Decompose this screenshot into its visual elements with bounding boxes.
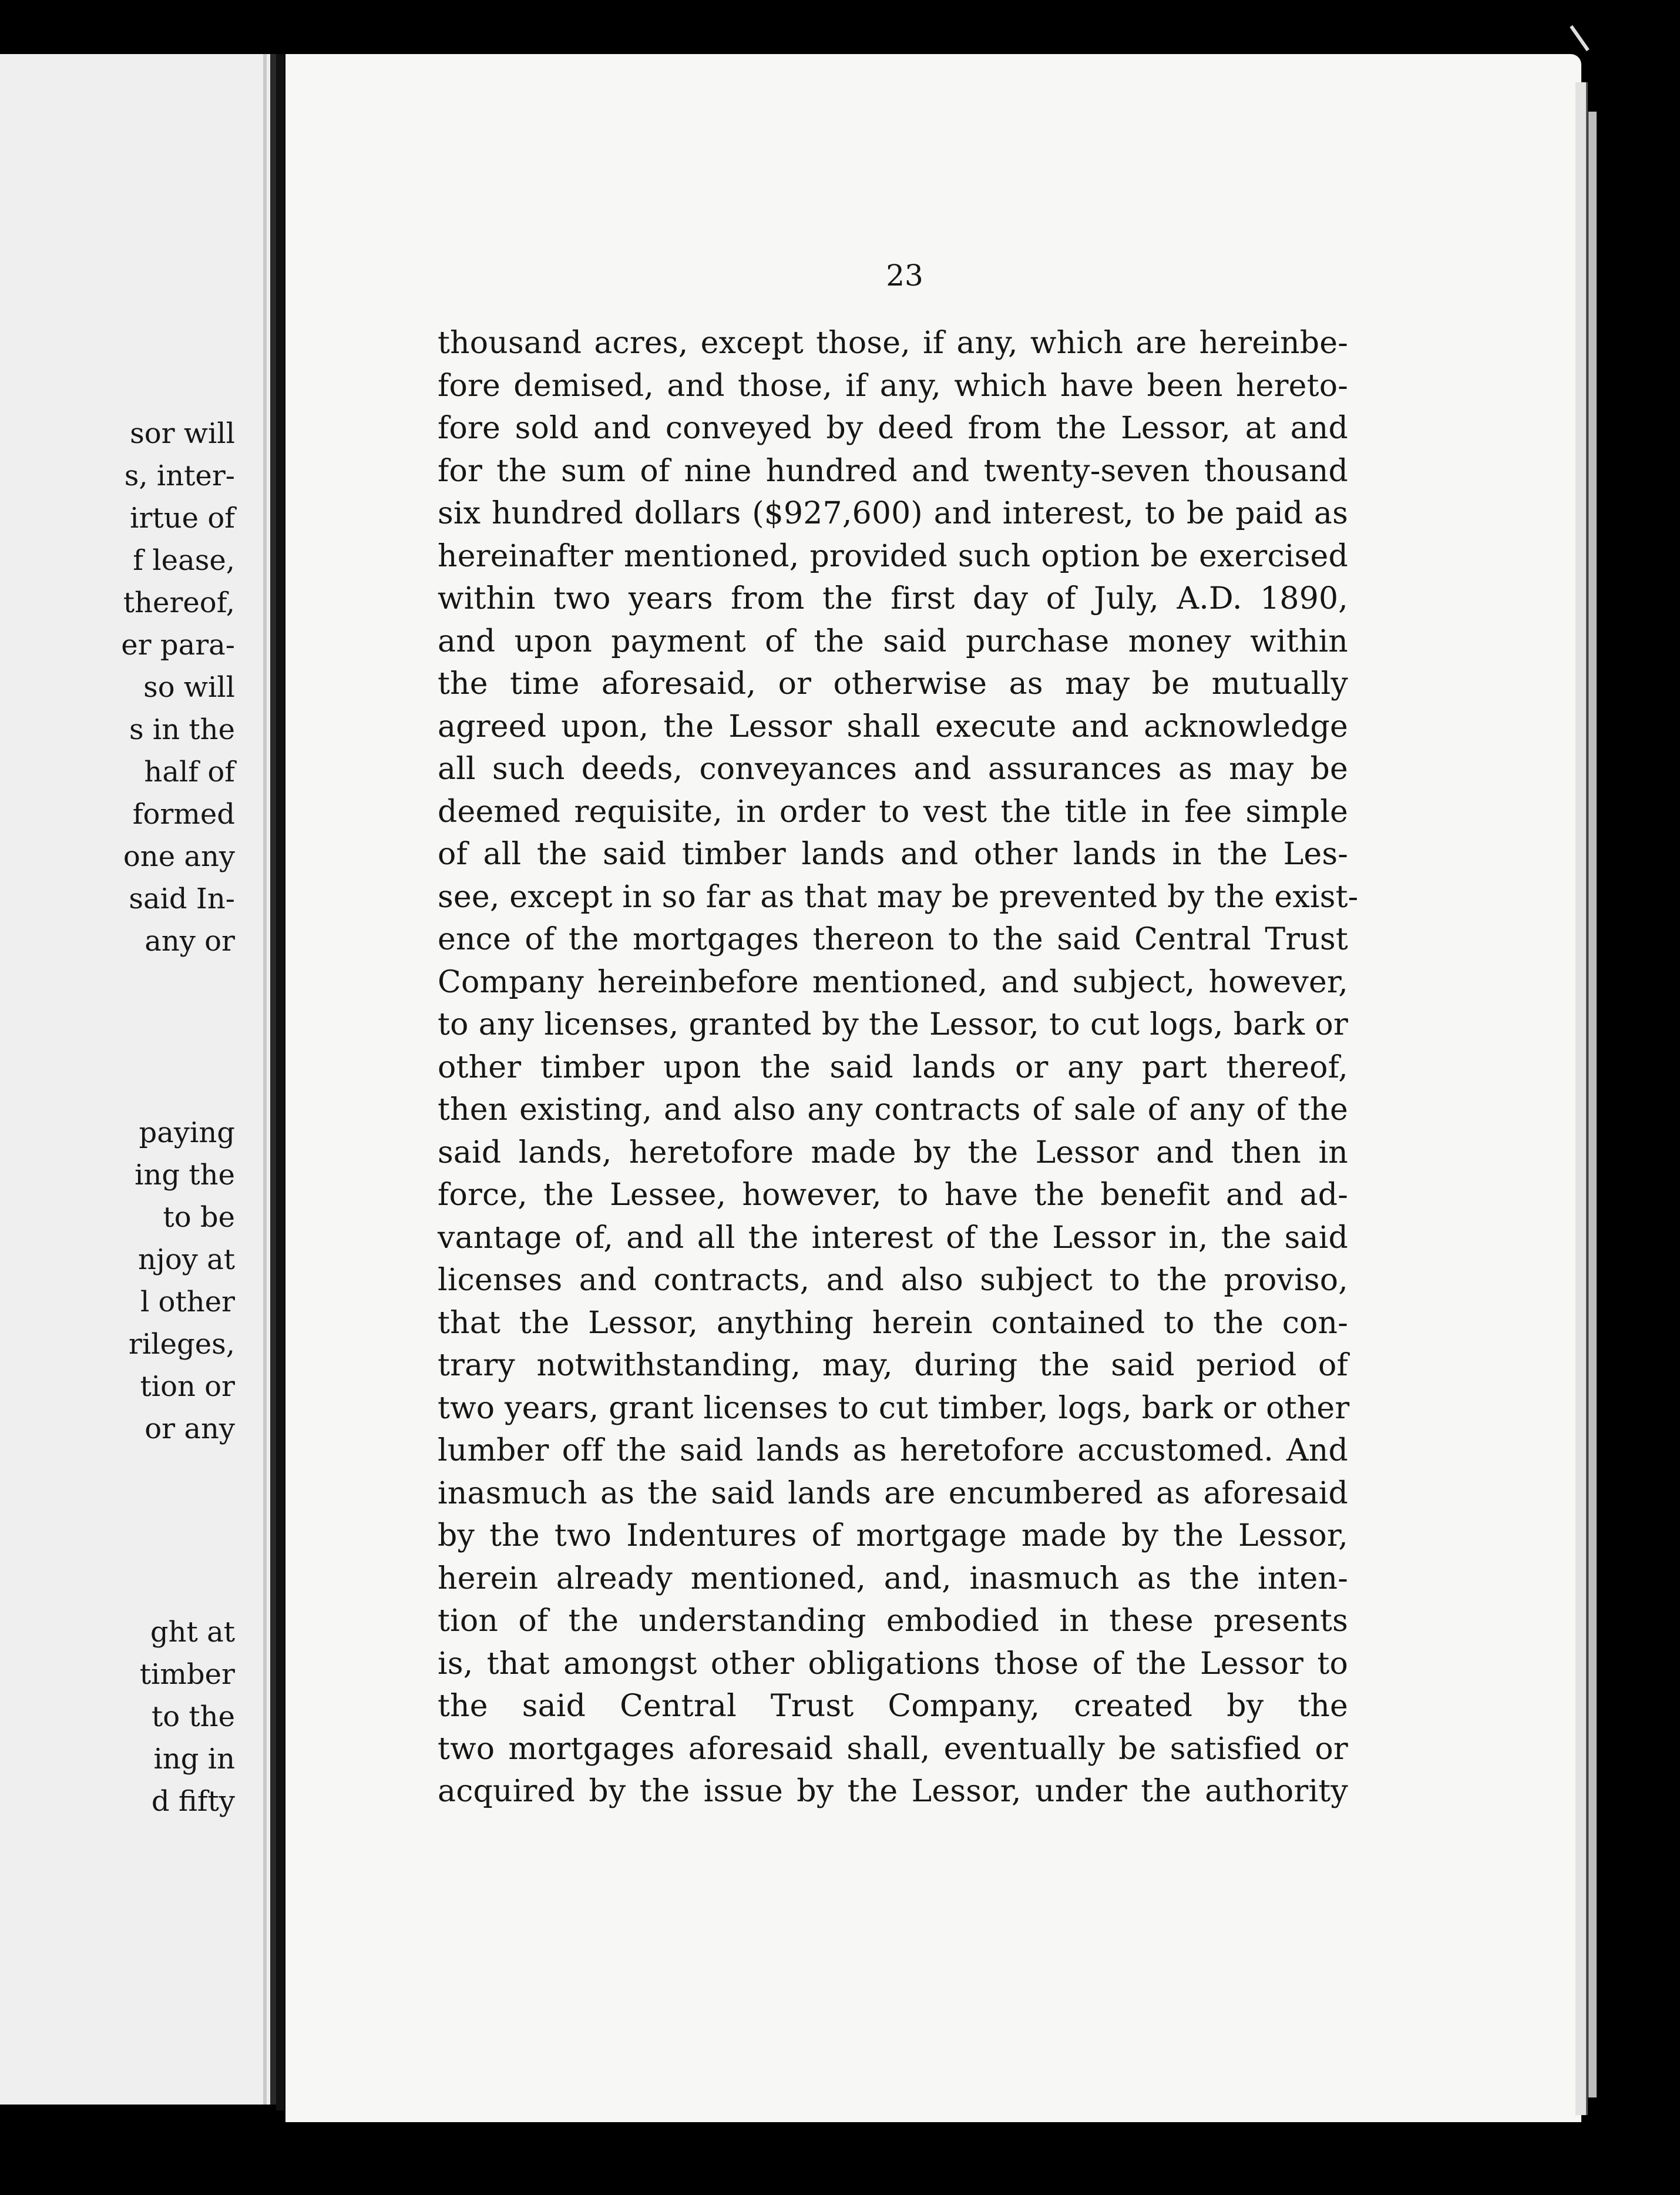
page-stack-edge xyxy=(1575,82,1588,2115)
left-page-text-block-2 xyxy=(0,1112,235,1450)
left-page-text-block-3 xyxy=(0,1611,235,1823)
corner-mark xyxy=(1570,25,1590,51)
body-text-line: hereinafter mentioned, provided such option be exercised xyxy=(438,538,1348,574)
body-text-line: all such deeds, conveyances and assurances as may be xyxy=(438,751,1348,787)
left-page-line: or any xyxy=(145,1412,235,1445)
left-page-line: paying xyxy=(139,1116,235,1149)
body-text xyxy=(438,322,1359,1813)
body-text-line: fore demised, and those, if any, which have been hereto- xyxy=(438,368,1348,404)
body-text-line: trary notwithstanding, may, during the said period of xyxy=(438,1348,1348,1383)
left-page-line: to the xyxy=(151,1700,235,1733)
left-page-line: formed xyxy=(132,798,235,831)
body-text-line: and upon payment of the said purchase money within xyxy=(438,623,1348,659)
body-text-line: the said Central Trust Company, created by the xyxy=(438,1689,1348,1724)
body-text-line: for the sum of nine hundred and twenty-seven thousand xyxy=(438,453,1348,489)
page-stack-edge-shadow xyxy=(1588,112,1597,2097)
left-page-edge xyxy=(263,54,267,2105)
body-text-line: six hundred dollars ($927,600) and interest, to be paid as xyxy=(438,496,1348,531)
body-text-line: is, that amongst other obligations those of the Lessor to xyxy=(438,1646,1348,1682)
body-text-line: see, except in so far as that may be prevented by the exist- xyxy=(438,879,1359,915)
body-text-line: said lands, heretofore made by the Lessor and then in xyxy=(438,1135,1348,1170)
body-text-line: deemed requisite, in order to vest the title in fee simple xyxy=(438,794,1348,830)
body-text-line: two mortgages aforesaid shall, eventually be satisfied or xyxy=(438,1731,1348,1767)
body-text-line: licenses and contracts, and also subject to the proviso, xyxy=(438,1263,1348,1298)
left-page-line: ing in xyxy=(153,1743,235,1776)
left-page-line: er para- xyxy=(121,629,235,662)
body-text-line: then existing, and also any contracts of sale of any of the xyxy=(438,1092,1348,1127)
left-page-line: irtue of xyxy=(130,502,235,535)
left-page-line: thereof, xyxy=(123,586,235,619)
left-page-line: s, inter- xyxy=(124,459,235,492)
body-text-line: force, the Lessee, however, to have the benefit and ad- xyxy=(438,1177,1348,1213)
left-page-line: l other xyxy=(140,1286,235,1318)
body-text-line: that the Lessor, anything herein contained to the con- xyxy=(438,1305,1348,1341)
body-text-line: by the two Indentures of mortgage made by the Lessor, xyxy=(438,1518,1348,1553)
left-page-line: sor will xyxy=(130,417,235,450)
left-page-line: ght at xyxy=(150,1616,235,1649)
left-page-line: rileges, xyxy=(128,1328,235,1361)
left-page-line: tion or xyxy=(140,1370,235,1403)
body-text-line: lumber off the said lands as heretofore accustomed. And xyxy=(438,1433,1348,1468)
body-text-line: to any licenses, granted by the Lessor, to cut logs, bark or xyxy=(438,1007,1348,1042)
body-text-line: other timber upon the said lands or any part thereof, xyxy=(438,1049,1348,1085)
left-page-line: any or xyxy=(145,925,235,958)
book-gutter xyxy=(276,54,284,2110)
body-text-line: vantage of, and all the interest of the Lessor in, the said xyxy=(438,1220,1348,1256)
left-page-line: f lease, xyxy=(133,544,235,577)
left-page-text-block-1 xyxy=(0,412,235,962)
body-text-line: ence of the mortgages thereon to the said Central Trust xyxy=(438,922,1348,957)
body-text-line: Company hereinbefore mentioned, and subject, however, xyxy=(438,964,1348,1000)
left-page xyxy=(0,54,276,2105)
left-page-line: to be xyxy=(163,1201,235,1234)
body-text-line: within two years from the first day of July, A.D. 1890, xyxy=(438,581,1348,616)
body-text-line: tion of the understanding embodied in these presents xyxy=(438,1603,1348,1639)
left-page-line: d fifty xyxy=(151,1785,235,1818)
page-number: 23 xyxy=(886,259,923,293)
left-page-line: njoy at xyxy=(138,1243,235,1276)
left-page-line: half of xyxy=(144,756,235,788)
left-page-line: ing the xyxy=(135,1159,235,1192)
body-text-line: acquired by the issue by the Lessor, under the authority xyxy=(438,1774,1348,1809)
left-page-line: one any xyxy=(123,840,235,873)
body-text-line: thousand acres, except those, if any, which are hereinbe- xyxy=(438,325,1348,361)
body-text-line: the time aforesaid, or otherwise as may be mutually xyxy=(438,666,1348,702)
left-page-line: s in the xyxy=(129,713,235,746)
left-page-line: so will xyxy=(143,671,235,704)
body-text-line: fore sold and conveyed by deed from the Lessor, at and xyxy=(438,411,1348,446)
left-page-line: said In- xyxy=(129,882,235,915)
body-text-line: inasmuch as the said lands are encumbered as aforesaid xyxy=(438,1475,1348,1511)
body-text-line: herein already mentioned, and, inasmuch as the inten- xyxy=(438,1560,1348,1596)
body-text-line: agreed upon, the Lessor shall execute and acknowledge xyxy=(438,709,1348,744)
body-text-line: two years, grant licenses to cut timber, logs, bark or other xyxy=(438,1390,1350,1426)
body-text-line: of all the said timber lands and other lands in the Les- xyxy=(438,837,1348,872)
left-page-line: timber xyxy=(139,1658,235,1691)
